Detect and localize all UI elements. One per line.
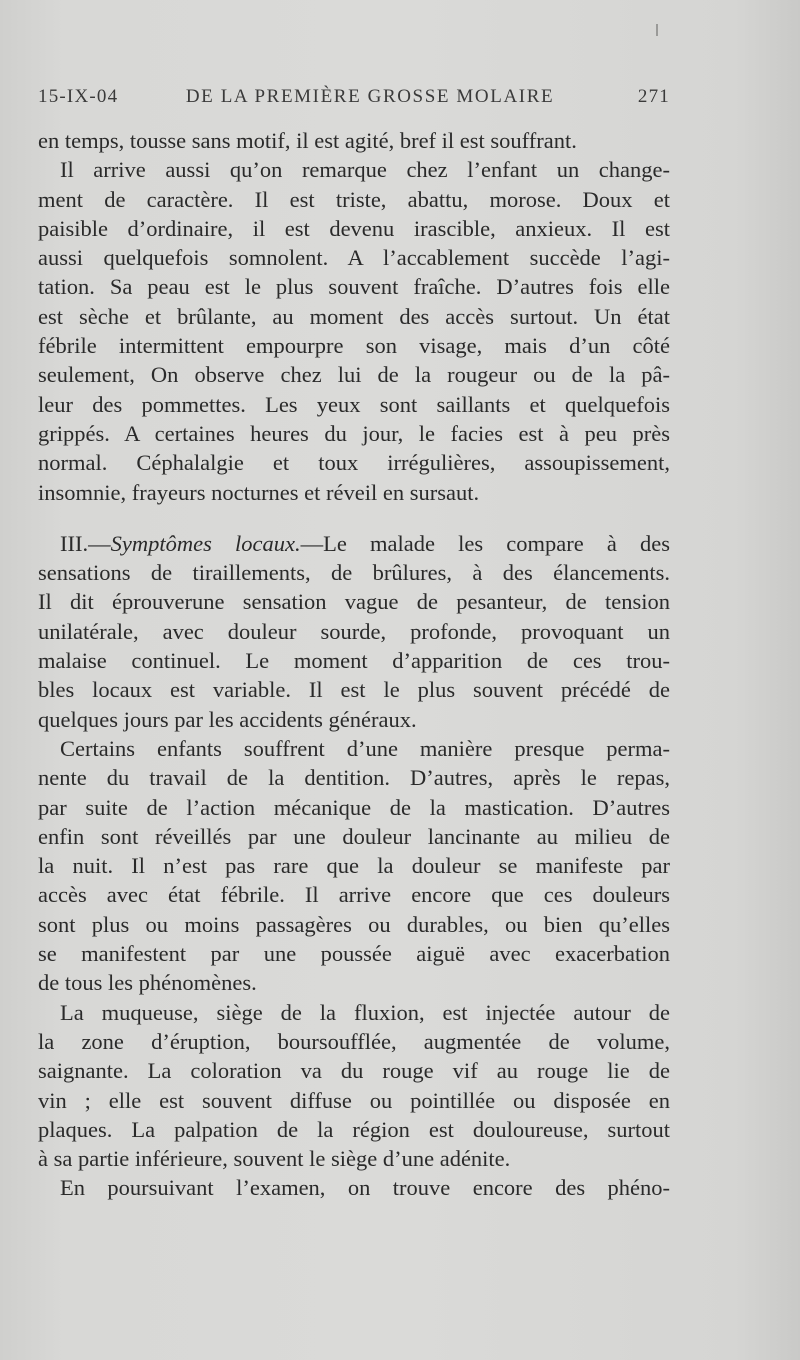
header-title: DE LA PREMIÈRE GROSSE MOLAIRE — [185, 86, 555, 107]
text-line: unilatérale, avec douleur sourde, profonde, provoquant un — [38, 618, 670, 644]
text-line: paisible d’ordinaire, il est devenu irascible, anxieux. Il est — [38, 215, 670, 241]
text-line: aussi quelquefois somnolent. A l’accablement succède l’agi- — [38, 245, 670, 271]
heading-dash: — — [88, 530, 111, 556]
text-line: ment de caractère. Il est triste, abattu, morose. Doux et — [38, 186, 670, 212]
running-head — [38, 86, 670, 114]
text-line: seulement, On observe chez lui de la rougeur ou de la pâ- — [38, 362, 670, 388]
text-line: nente du travail de la dentition. D’autres, après le repas, — [38, 765, 670, 791]
text-line: accès avec état fébrile. Il arrive encore que ces douleurs — [38, 882, 670, 908]
text-line: à sa partie inférieure, souvent le siège d’une adénite. — [38, 1146, 511, 1172]
text-line: Certains enfants souffrent d’une manière presque perma- — [60, 735, 670, 761]
text-line: plaques. La palpation de la région est douloureuse, surtout — [38, 1116, 670, 1142]
text-line: La muqueuse, siège de la fluxion, est injectée autour de — [60, 999, 670, 1025]
header-date: 15-IX-04 — [38, 86, 119, 107]
section-gap — [38, 507, 670, 529]
text-line: la nuit. Il n’est pas rare que la douleur se manifeste par — [38, 853, 670, 879]
section-numeral: III. — [60, 530, 89, 556]
text-line: la zone d’éruption, boursoufflée, augmentée de volume, — [38, 1028, 670, 1054]
text-line: fébrile intermittent empourpre son visage, mais d’un côté — [38, 333, 670, 359]
text-line: sensations de tiraillements, de brûlures, à des élancements. — [38, 560, 670, 586]
text-line: se manifestent par une poussée aiguë avec exacerbation — [38, 941, 670, 967]
text-line: vin ; elle est souvent diffuse ou pointillée ou disposée en — [38, 1087, 670, 1113]
text-line: en temps, tousse sans motif, il est agité, bref il est souffrant. — [38, 128, 577, 153]
text-line: En poursuivant l’examen, on trouve encore des phéno- — [60, 1175, 670, 1201]
section-first-line-rest: —Le malade les compare à des — [300, 530, 670, 556]
text-line: grippés. A certaines heures du jour, le facies est à peu près — [38, 420, 670, 446]
text-line: quelques jours par les accidents généraux. — [38, 706, 417, 732]
text-line: enfin sont réveillés par une douleur lancinante au milieu de — [38, 823, 670, 849]
text-line: malaise continuel. Le moment d’apparition de ces trou- — [38, 648, 670, 674]
text-line: saignante. La coloration va du rouge vif au rouge lie de — [38, 1058, 670, 1084]
section-heading-line — [38, 529, 670, 558]
text-line: sont plus ou moins passagères ou durables, ou bien qu’elles — [38, 911, 670, 937]
text-line: tation. Sa peau est le plus souvent fraîche. D’autres fois elle — [38, 274, 670, 300]
text-line: leur des pommettes. Les yeux sont saillants et quelquefois — [38, 391, 670, 417]
text-line: de tous les phénomènes. — [38, 970, 257, 996]
text-line: est sèche et brûlante, au moment des accès surtout. Un état — [38, 303, 670, 329]
section-heading: Symptômes locaux. — [110, 530, 301, 556]
text-line: normal. Céphalalgie et toux irrégulières, assoupissement, — [38, 450, 670, 476]
body-text — [38, 126, 670, 1203]
text-line: bles locaux est variable. Il est le plus souvent précédé de — [38, 677, 670, 703]
ink-mark — [656, 24, 658, 36]
text-line: par suite de l’action mécanique de la mastication. D’autres — [38, 794, 670, 820]
text-line: insomnie, frayeurs nocturnes et réveil en sursaut. — [38, 479, 480, 505]
text-line: Il arrive aussi qu’on remarque chez l’enfant un change- — [60, 157, 670, 183]
text-line: Il dit éprouverune sensation vague de pesanteur, de tension — [38, 589, 670, 615]
page-number: 271 — [637, 86, 670, 107]
